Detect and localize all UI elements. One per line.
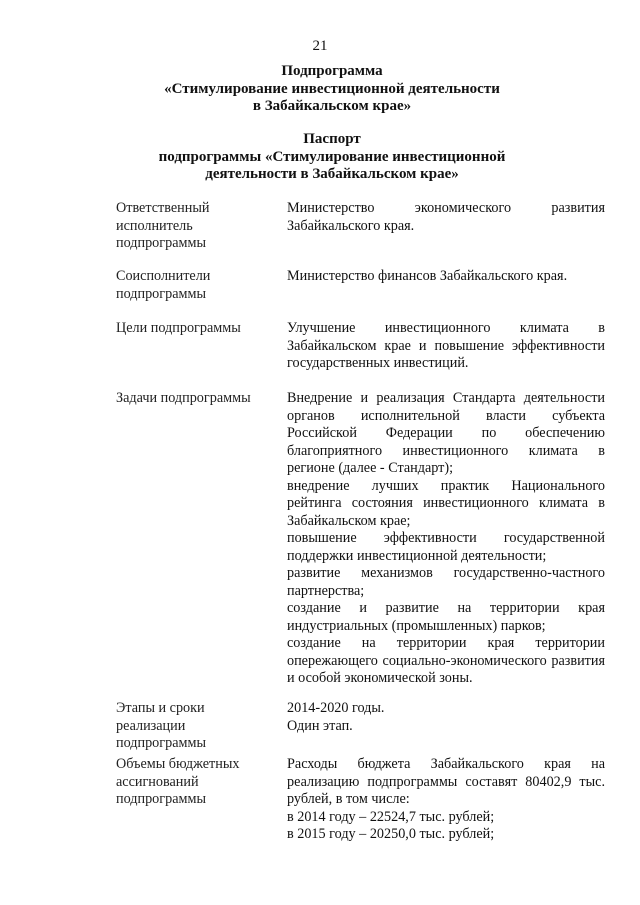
label-line: Этапы и сроки <box>116 700 205 716</box>
passport-title-line-2: подпрограммы «Стимулирование инвестиционной <box>158 148 506 165</box>
label-line: Объемы бюджетных <box>116 756 240 772</box>
subprogram-title <box>12 63 640 116</box>
value-paragraph: Министерство финансов Забайкальского края. <box>287 268 568 284</box>
row-label <box>116 390 281 408</box>
value-paragraph: Внедрение и реализация Стандарта деятельности органов исполнительной власти субъекта Российской Федерации по обеспечению благоприятного инвестиционного климата в регионе (далее - Стандарт); <box>287 390 605 476</box>
row-label <box>116 700 281 753</box>
row-label <box>116 268 281 303</box>
label-line: подпрограммы <box>116 285 206 302</box>
value-paragraph: Улучшение инвестиционного климата в Забайкальском крае и повышение эффективности государственных инвестиций. <box>287 320 605 371</box>
label-line: Соисполнители <box>116 268 211 284</box>
value-paragraph: Министерство экономического развития Забайкальского края. <box>287 200 605 234</box>
label-line: подпрограммы <box>116 791 206 807</box>
subprogram-title-line-2: «Стимулирование инвестиционной деятельности <box>164 80 500 97</box>
value-paragraph: создание и развитие на территории края индустриальных (промышленных) парков; <box>287 600 605 634</box>
row-label <box>116 756 281 809</box>
label-line: подпрограммы <box>116 735 206 751</box>
value-paragraph: Расходы бюджета Забайкальского края на реализацию подпрограммы составят 80402,9 тыс. рублей, в том числе: <box>287 756 605 807</box>
value-paragraph: в 2015 году – 20250,0 тыс. рублей; <box>287 826 495 842</box>
row-label <box>116 200 281 253</box>
value-paragraph: повышение эффективности государственной поддержки инвестиционной деятельности; <box>287 530 605 564</box>
row-value <box>287 200 605 235</box>
passport-title-line-1: Паспорт <box>303 131 361 147</box>
label-line: Ответственный <box>116 200 210 216</box>
label-line: Задачи подпрограммы <box>116 390 251 406</box>
row-value <box>287 756 605 844</box>
row-label <box>116 320 281 338</box>
passport-title <box>12 131 640 184</box>
label-line: реализации <box>116 717 186 734</box>
row-value <box>287 268 605 286</box>
page-number: 21 <box>312 38 328 54</box>
value-paragraph: развитие механизмов государственно-частного партнерства; <box>287 565 605 599</box>
row-value <box>287 390 605 688</box>
value-paragraph: создание на территории края территории опережающего социально-экономического развития и особой экономической зоны. <box>287 635 605 686</box>
label-line: исполнитель <box>116 217 193 234</box>
row-value <box>287 320 605 373</box>
value-paragraph: в 2014 году – 22524,7 тыс. рублей; <box>287 808 495 825</box>
value-paragraph: внедрение лучших практик Национального рейтинга состояния инвестиционного климата в Забайкальском крае; <box>287 477 605 529</box>
value-paragraph: 2014-2020 годы. <box>287 700 385 716</box>
row-value <box>287 700 605 735</box>
label-line: ассигнований <box>116 773 199 790</box>
passport-title-line-3: деятельности в Забайкальском крае» <box>205 166 459 182</box>
subprogram-title-line-1: Подпрограмма <box>281 63 383 79</box>
value-paragraph: Один этап. <box>287 717 353 734</box>
label-line: Цели подпрограммы <box>116 320 241 336</box>
label-line: подпрограммы <box>116 235 206 251</box>
subprogram-title-line-3: в Забайкальском крае» <box>252 98 412 114</box>
